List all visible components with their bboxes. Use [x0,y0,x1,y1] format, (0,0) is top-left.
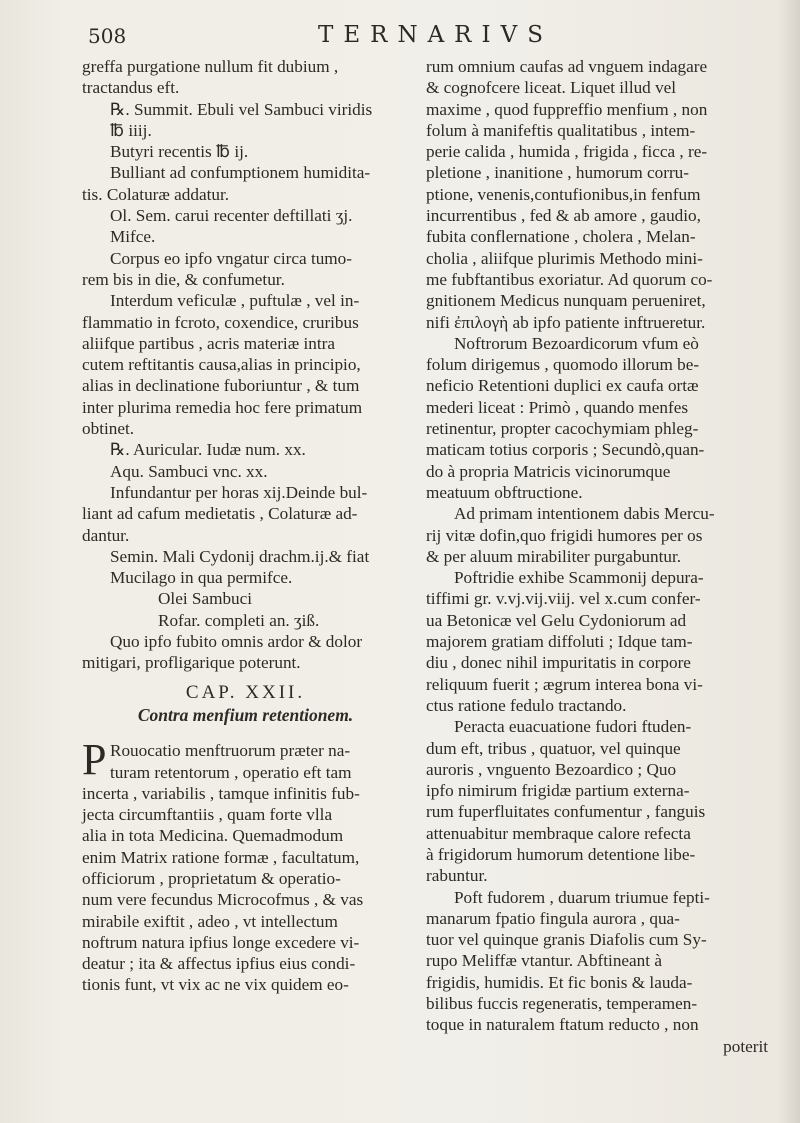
text-line: incurrentibus , fed & ab amore , gaudio, [426,206,701,226]
text-line: folum dirigemus , quomodo illorum be- [426,355,700,375]
text-line: meatuum obftructione. [426,482,583,502]
text-line: folum à manifeftis qualitatibus , intem- [426,120,696,140]
text-line: aliifque partibus , acris materiæ intra [82,333,335,353]
text-line: neficio Retentioni duplici ex caufa ortæ [426,376,699,396]
text-line: Poft fudorem , duarum triumue fepti- [454,887,710,907]
text-line: rem bis in die, & confumetur. [82,269,285,289]
text-line: incerta , variabilis , tamque infinitis fub- [82,783,360,803]
text-line: frigidis, humidis. Et fic bonis & lauda- [426,972,693,992]
text-line: ipfo nimirum frigidæ partium externa- [426,781,690,801]
text-line: diu , donec nihil impuritatis in corpore [426,653,691,673]
text-line: ua Betonicæ vel Gelu Cydoniorum ad [426,610,687,630]
text-line: manarum fpatio fingula aurora , qua- [426,908,680,928]
text-line: flammatio in fcroto, coxendice, cruribus [82,312,359,332]
text-line: rij vitæ dofin,quo frigidi humores per os [426,525,703,545]
text-line: tis. Colaturæ addatur. [82,184,230,204]
text-line: maticam totius corporis ; Secundò,quan- [426,440,705,460]
text-line: & cognofcere liceat. Liquet illud vel [426,78,677,98]
text-line: rupo Meliffæ vtantur. Abftineant à [426,951,662,971]
text-line: Bulliant ad confumptionem humidita- [110,163,371,183]
text-line: Ad primam intentionem dabis Mercu- [454,504,715,524]
chapter-subheading: Contra menfium retentionem. [137,704,354,725]
text-line: toque in naturalem ftatum reducto , non [426,1015,699,1035]
text-line: auroris , vnguento Bezoardico ; Quo [426,759,677,779]
text-line: num vere fecundus Microcofmus , & vas [82,890,364,910]
text-line: cholia , aliifque plurimis Methodo mini- [426,248,703,268]
text-line: Peracta euacuatione fudori ftuden- [454,717,692,737]
text-line: gnitionem Medicus nunquam perueniret, [426,291,706,311]
text-line: enim Matrix ratione formæ , facultatum, [82,847,360,867]
text-line: ctus ratione fedulo tractando. [426,695,627,715]
text-line: officiorum , proprietatum & operatio- [82,868,341,888]
text-line: nifi ἐπιλογὴ ab ipfo patiente inftrueretur. [426,312,706,332]
text-line: poterit [723,1036,768,1056]
right-column [426,56,768,1057]
drop-capital: P [82,735,107,785]
text-line: Quo ipfo fubito omnis ardor & dolor [110,632,363,652]
chapter-second-line: turam retentorum , operatio eft tam [110,762,352,782]
text-line: maxime , quod fuppreffio menfium , non [426,99,708,119]
text-line: Mucilago in qua permifce. [110,568,293,588]
text-line: alias in declinatione fuboriuntur , & tum [82,376,360,396]
running-title: TERNARIVS [318,22,553,48]
text-line: rum fuperfluitates confumentur , fanguis [426,802,706,822]
text-line: Semin. Mali Cydonij drachm.ij.& fiat [110,546,370,566]
text-line: perie calida , humida , frigida , ficca , re- [426,142,708,162]
text-line: pletione , inanitione , humorum corru- [426,163,689,183]
chapter-heading: CAP. XXII. [185,681,306,703]
text-line: noftrum natura ipfius longe excedere vi- [82,932,360,952]
text-line: Poftridie exhibe Scammonij depura- [454,568,704,588]
text-line: obtinet. [82,419,135,439]
text-line: Butyri recentis ℔ ij. [110,142,249,162]
left-column [82,56,409,996]
text-line: majorem gratiam diffoluti ; Idque tam- [426,632,693,652]
text-line: alia in tota Medicina. Quemadmodum [82,826,344,846]
text-line: do à propria Matricis vicinorumque [426,461,671,481]
text-line: Noftrorum Bezoardicorum vfum eò [454,333,699,353]
text-line: Mifce. [110,227,156,247]
text-line: Rofar. completi an. ʒiß. [158,610,320,630]
text-line: fubita conflernatione , cholera , Melan- [426,227,696,247]
text-line: rum omnium caufas ad vnguem indagare [426,57,708,76]
page-binding-shadow [778,0,800,1123]
text-line: ℔ iiij. [110,120,152,140]
text-line: rabuntur. [426,866,488,886]
text-line: deatur ; ita & affectus ipfius eius condi- [82,954,356,974]
text-line: à frigidorum humorum detentione libe- [426,844,696,864]
text-line: ptione, venenis,contufionibus,in fenfum [426,184,701,204]
text-line: dantur. [82,525,130,545]
text-line: tionis funt, vt vix ac ne vix quidem eo- [82,975,349,995]
text-line: bilibus fuccis regeneratis, temperamen- [426,994,698,1014]
text-line: & per aluum mirabiliter purgabuntur. [426,546,682,566]
page-number: 508 [88,24,127,48]
text-line: mederi liceat : Primò , quando menfes [426,397,689,417]
text-line: ℞. Summit. Ebuli vel Sambuci viridis [110,99,373,119]
text-line: Ol. Sem. carui recenter deftillati ʒj. [110,206,353,226]
chapter-first-line-text: Rouocatio menftruorum præter na- [110,741,351,761]
text-line: mirabile exiftit , adeo , vt intellectum [82,911,338,931]
text-line: greffa purgatione nullum fit dubium , [82,57,339,76]
text-line: ℞. Auricular. Iudæ num. xx. [110,440,306,460]
text-line: reliquum fuerit ; ægrum interea bona vi- [426,674,703,694]
text-line: cutem reftitantis causa,alias in principio, [82,355,361,375]
text-line: tuor vel quinque granis Diafolis cum Sy- [426,930,707,950]
page-header [0,22,800,54]
text-line: dum eft, tribus , quatuor, vel quinque [426,738,681,758]
text-line: tiffimi gr. v.vj.vij.viij. vel x.cum confer- [426,589,701,609]
text-line: retinentur, propter cacochymiam phleg- [426,419,699,439]
text-line: inter plurima remedia hoc fere primatum [82,397,363,417]
text-line: mitigari, profligarique poterunt. [82,653,301,673]
text-line: me fubftantibus exoriatur. Ad quorum co- [426,269,713,289]
text-line: Infundantur per horas xij.Deinde bul- [110,482,368,502]
text-line: Aqu. Sambuci vnc. xx. [110,461,268,481]
text-line: tractandus eft. [82,78,180,98]
text-line: Olei Sambuci [158,589,253,609]
text-line: liant ad cafum medietatis , Colaturæ ad- [82,504,358,524]
text-line: jecta circumftantiis , quam forte vlla [82,805,333,825]
text-line: attenuabitur membraque calore refecta [426,823,691,843]
text-line: Interdum veficulæ , puftulæ , vel in- [110,291,360,311]
text-line: Corpus eo ipfo vngatur circa tumo- [110,248,352,268]
